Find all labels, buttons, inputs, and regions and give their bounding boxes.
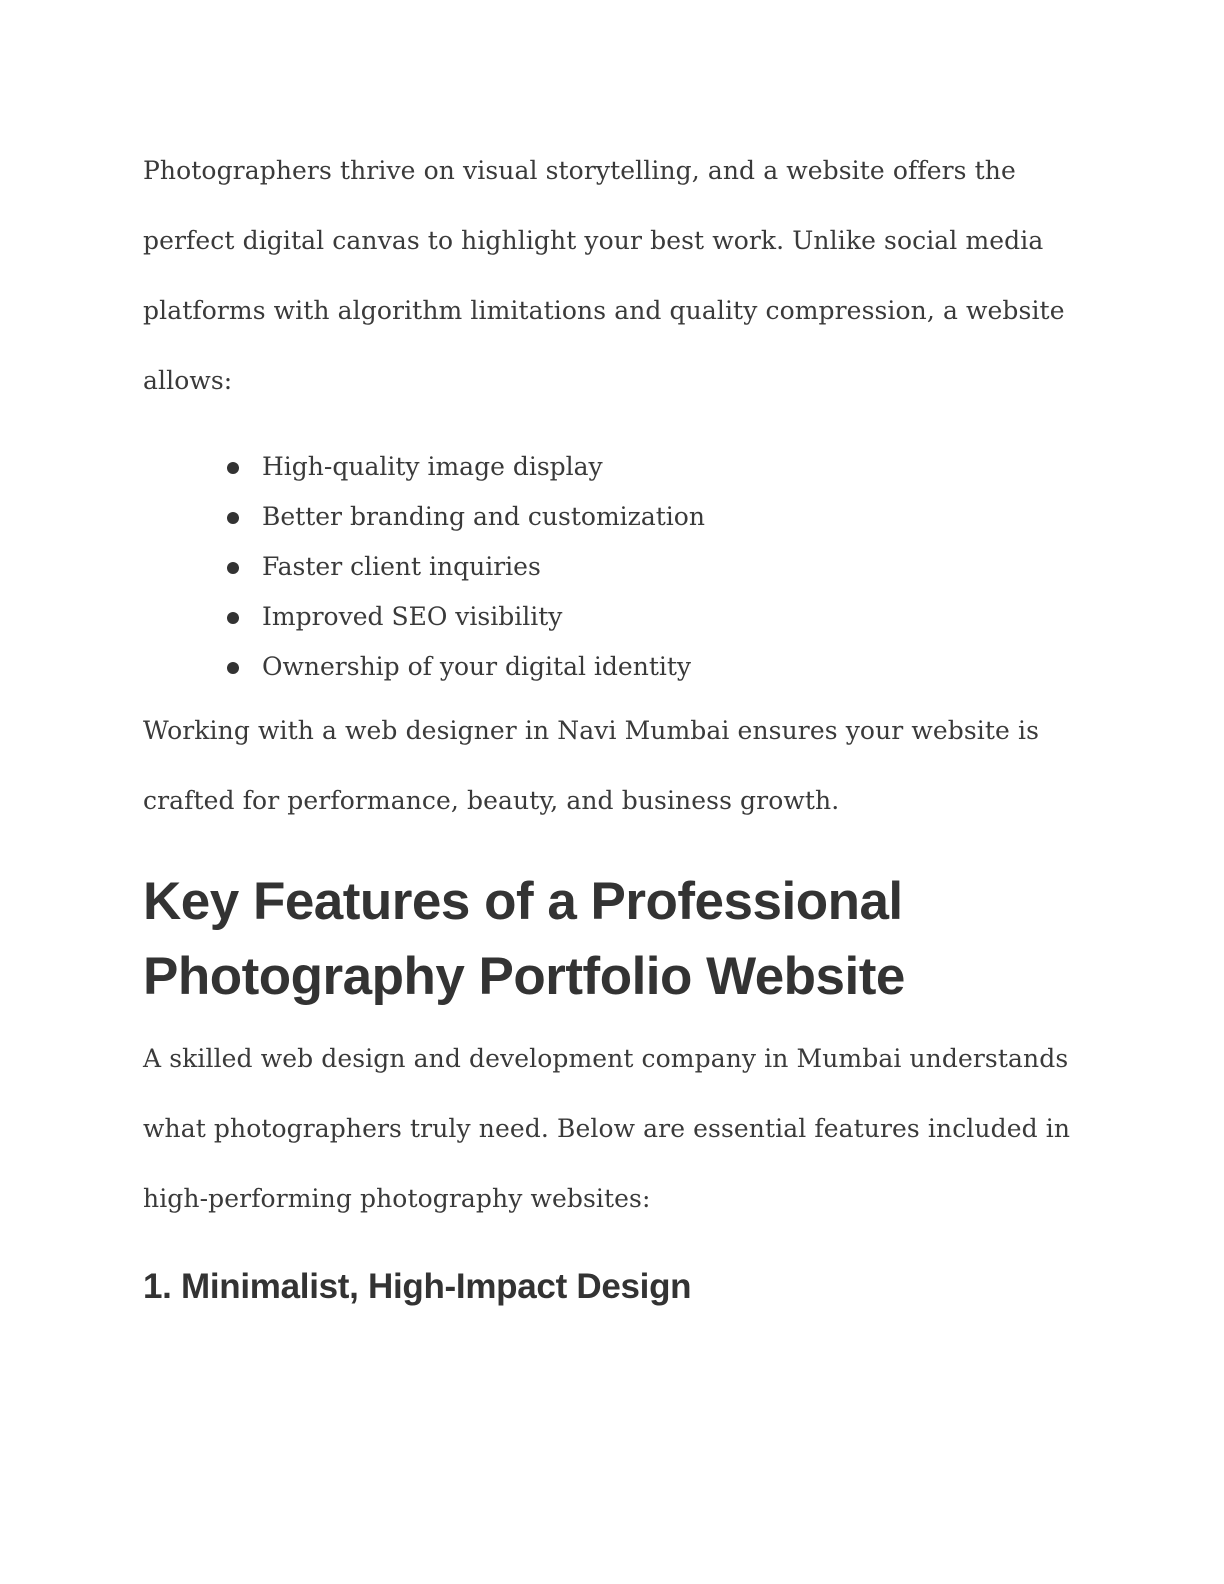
benefits-list	[143, 442, 1083, 692]
list-item	[227, 442, 1083, 492]
list-item	[227, 492, 1083, 542]
list-item	[227, 542, 1083, 592]
bullet-icon	[227, 662, 239, 674]
list-item-text: Ownership of your digital identity	[262, 652, 692, 681]
list-item-text: Faster client inquiries	[262, 552, 541, 581]
intro-paragraph: Photographers thrive on visual storytelling, and a website offers the perfect digital canvas to highlight your best work. Unlike social media platforms with algorithm limitations and quality compression, a website allows:	[143, 156, 1065, 395]
features-paragraph: A skilled web design and development company in Mumbai understands what photographers truly need. Below are essential features included in high-performing photography websites:	[143, 1044, 1071, 1213]
bullet-icon	[227, 612, 239, 624]
list-item	[227, 592, 1083, 642]
bullet-icon	[227, 462, 239, 474]
document-page	[143, 136, 1083, 1312]
list-item	[227, 642, 1083, 692]
section-heading: Key Features of a Professional Photography Portfolio Website	[143, 872, 905, 1006]
list-item-text: Improved SEO visibility	[262, 602, 563, 631]
list-item-text: Better branding and customization	[262, 502, 705, 531]
closing-paragraph: Working with a web designer in Navi Mumbai ensures your website is crafted for performance, beauty, and business growth.	[143, 716, 1040, 815]
subsection-heading: 1. Minimalist, High-Impact Design	[143, 1267, 692, 1306]
bullet-icon	[227, 562, 239, 574]
list-item-text: High-quality image display	[262, 452, 603, 481]
bullet-icon	[227, 512, 239, 524]
